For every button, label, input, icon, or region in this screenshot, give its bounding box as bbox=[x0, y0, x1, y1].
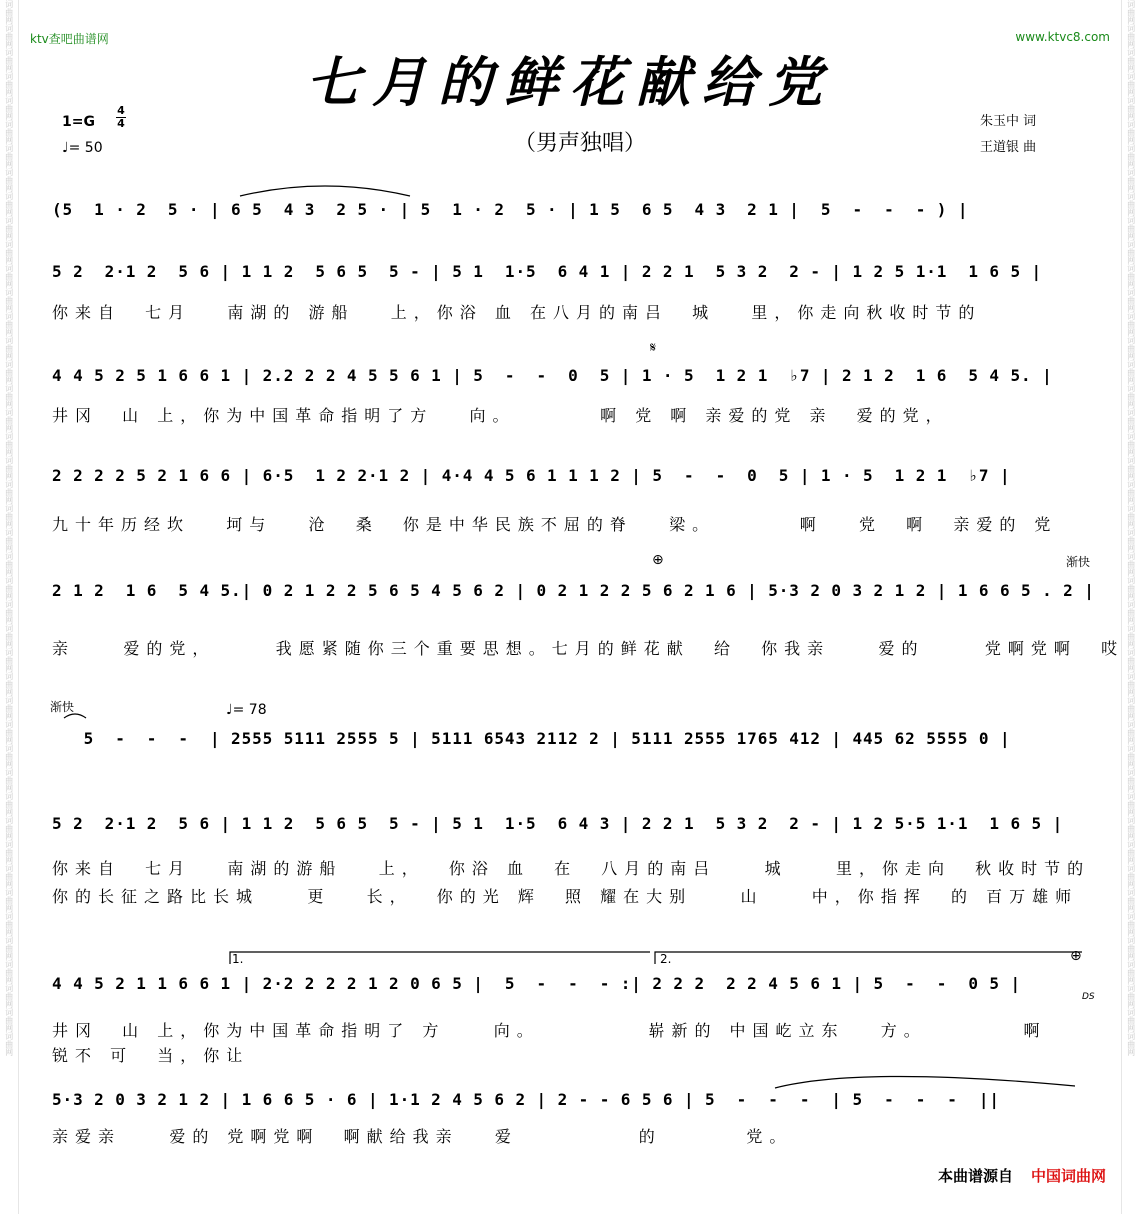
key-signature: 1=G bbox=[62, 114, 95, 130]
side-watermark-char: 词曲网 bbox=[1126, 744, 1136, 768]
song-subtitle: （男声独唱） bbox=[513, 131, 646, 156]
lyric-line-7a: 你来自 七月 南湖的游船 上， 你浴 血 在 八月的南吕 城 里，你走向 秋收时节的 bbox=[52, 859, 1091, 878]
side-watermark-char: 词曲网 bbox=[4, 816, 14, 840]
side-watermark-char: 词曲网 bbox=[4, 792, 14, 816]
time-numerator: 4 bbox=[117, 104, 125, 117]
side-watermark-char: 词曲网 bbox=[4, 528, 14, 552]
side-watermark-char: 词曲网 bbox=[1126, 456, 1136, 480]
coda-mark-1: ⊕ bbox=[652, 552, 664, 568]
lyric-line-5: 亲 爱的党， 我愿紧随你三个重要思想。七月的鲜花献 给 你我亲 爱的 党啊党啊 哎 bbox=[52, 639, 1125, 658]
side-watermark-char: 词曲网 bbox=[4, 720, 14, 744]
side-watermark-char: 词曲网 bbox=[1126, 360, 1136, 384]
side-watermark-char: 词曲网 bbox=[4, 312, 14, 336]
side-watermark-char: 词曲网 bbox=[1126, 216, 1136, 240]
side-watermark-char: 词曲网 bbox=[4, 552, 14, 576]
song-title: 七月的鲜花献给党 bbox=[306, 50, 834, 114]
side-watermark-char: 词曲网 bbox=[4, 360, 14, 384]
side-watermark-char: 词曲网 bbox=[4, 48, 14, 72]
side-watermark-char: 词曲网 bbox=[4, 264, 14, 288]
side-watermark-char: 词曲网 bbox=[1126, 504, 1136, 528]
lyric-line-8b: 锐不 可 当，你让 bbox=[52, 1046, 250, 1065]
notation-line-6: 5 - - - | 2555 5111 2555 5 | 5111 6543 2112 2 | 5111 2555 1765 412 | 445 62 5555 0 | bbox=[52, 729, 1011, 748]
notation-line-1: (5 1 · 2 5 · | 6 5 4 3 2 5 · | 5 1 · 2 5 · | 1 5 6 5 4 3 2 1 | 5 - - - ) | bbox=[52, 200, 969, 219]
lyric-line-3: 井冈 山 上，你为中国革命指明了方 向。 啊 党 啊 亲爱的党 亲 爱的党， bbox=[52, 406, 949, 425]
side-watermark-char: 词曲网 bbox=[4, 864, 14, 888]
side-watermark-char: 词曲网 bbox=[4, 384, 14, 408]
side-watermark-char: 词曲网 bbox=[1126, 600, 1136, 624]
side-watermark-char: 词曲网 bbox=[4, 168, 14, 192]
site-watermark-right[interactable]: www.ktvc8.com bbox=[1015, 30, 1110, 44]
side-watermark-char: 词曲网 bbox=[1126, 336, 1136, 360]
side-watermark-char: 词曲网 bbox=[4, 600, 14, 624]
tempo-change: ♩= 78 bbox=[226, 702, 267, 718]
composer-credit: 王道银 曲 bbox=[980, 140, 1037, 155]
side-watermark-char: 词曲网 bbox=[4, 336, 14, 360]
source-label: 本曲谱源自 bbox=[937, 1167, 1013, 1185]
side-watermark-char: 词曲网 bbox=[1126, 144, 1136, 168]
source-site-link[interactable]: 中国词曲网 bbox=[1030, 1167, 1106, 1185]
side-watermark-char: 词曲网 bbox=[1126, 984, 1136, 1008]
side-watermark-char: 词曲网 bbox=[4, 672, 14, 696]
side-watermark-char: 词曲网 bbox=[1126, 936, 1136, 960]
side-watermark-char: 词曲网 bbox=[1126, 240, 1136, 264]
notation-line-8: 4 4 5 2 1 1 6 6 1 | 2·2 2 2 2 1 2 0 6 5 | 5 - - - :| 2 2 2 2 2 4 5 6 1 | 5 - - 0 5 | bbox=[52, 974, 1022, 993]
coda-mark-2: ⊕ bbox=[1070, 948, 1082, 964]
notation-line-5: 2 1 2 1 6 5 4 5.| 0 2 1 2 2 5 6 5 4 5 6 2 | 0 2 1 2 2 5 6 2 1 6 | 5·3 2 0 3 2 1 2 | 1 6 6 5 . 2 | bbox=[52, 581, 1095, 600]
fermata-arc bbox=[64, 714, 86, 718]
side-watermark-char: 词曲网 bbox=[1126, 864, 1136, 888]
side-watermark-char: 词曲网 bbox=[4, 144, 14, 168]
side-watermark-char: 词曲网 bbox=[1126, 384, 1136, 408]
side-watermark-char: 词曲网 bbox=[1126, 552, 1136, 576]
side-watermark-char: 词曲网 bbox=[1126, 912, 1136, 936]
volta-2-bracket bbox=[655, 952, 1082, 964]
side-watermark-char: 词曲网 bbox=[4, 120, 14, 144]
time-denominator: 4 bbox=[117, 117, 125, 130]
side-watermark-char: 词曲网 bbox=[4, 72, 14, 96]
notation-line-3: 4 4 5 2 5 1 6 6 1 | 2.2 2 2 4 5 5 6 1 | 5 - - 0 5 | 1 · 5 1 2 1 ♭7 | 2 1 2 1 6 5 4 5. | bbox=[52, 366, 1053, 385]
side-watermark-char: 词曲网 bbox=[1126, 432, 1136, 456]
side-watermark-char: 词曲网 bbox=[1126, 528, 1136, 552]
side-watermark-char: 词曲网 bbox=[1126, 0, 1136, 24]
lyric-line-2: 你来自 七月 南湖的 游船 上，你浴 血 在八月的南吕 城 里，你走向秋收时节的 bbox=[52, 303, 982, 322]
side-watermark-char: 词曲网 bbox=[4, 936, 14, 960]
lyric-line-7b: 你的长征之路比长城 更 长， 你的光 辉 照 耀在大别 山 中，你指挥 的 百万雄师 bbox=[52, 887, 1079, 906]
volta-1: 1. bbox=[232, 952, 244, 966]
lyric-line-8a: 井冈 山 上，你为中国革命指明了 方 向。 崭新的 中国屹立东 方。 啊 bbox=[52, 1021, 1047, 1040]
accel-mark-2: 渐快 bbox=[50, 700, 75, 714]
side-watermark-char: 词曲网 bbox=[1126, 408, 1136, 432]
lyricist-credit: 朱玉中 词 bbox=[980, 114, 1037, 129]
lyric-line-9: 亲爱亲 爱的 党啊党啊 啊献给我亲 爱 的 党。 bbox=[52, 1127, 793, 1146]
side-watermark-char: 词曲网 bbox=[4, 840, 14, 864]
tempo-marking: ♩= 50 bbox=[62, 140, 103, 156]
segno-mark: 𝄋 bbox=[650, 340, 657, 356]
notation-line-2: 5 2 2·1 2 5 6 | 1 1 2 5 6 5 5 - | 5 1 1·5 6 4 1 | 2 2 1 5 3 2 2 - | 1 2 5 1·1 1 6 5 | bbox=[52, 262, 1043, 281]
side-watermark-char: 词曲网 bbox=[1126, 624, 1136, 648]
accel-mark-1: 渐快 bbox=[1066, 555, 1091, 569]
side-watermark-char: 词曲网 bbox=[1126, 672, 1136, 696]
side-watermark-char: 词曲网 bbox=[4, 408, 14, 432]
notation-line-9: 5·3 2 0 3 2 1 2 | 1 6 6 5 · 6 | 1·1 2 4 5 6 2 | 2 - - 6 5 6 | 5 - - - | 5 - - - || bbox=[52, 1090, 1000, 1109]
side-watermark-char: 词曲网 bbox=[4, 576, 14, 600]
side-watermark-char: 词曲网 bbox=[1126, 96, 1136, 120]
phrase-slur-end bbox=[775, 1076, 1075, 1088]
side-watermark-char: 词曲网 bbox=[1126, 816, 1136, 840]
notation-line-7: 5 2 2·1 2 5 6 | 1 1 2 5 6 5 5 - | 5 1 1·5 6 4 3 | 2 2 1 5 3 2 2 - | 1 2 5·5 1·1 1 6 5 | bbox=[52, 814, 1064, 833]
side-watermark-char: 词曲网 bbox=[4, 432, 14, 456]
side-watermark-char: 词曲网 bbox=[4, 480, 14, 504]
side-watermark-char: 词曲网 bbox=[4, 456, 14, 480]
side-watermark-char: 词曲网 bbox=[1126, 1008, 1136, 1032]
side-watermark-char: 词曲网 bbox=[4, 288, 14, 312]
side-watermark-char: 词曲网 bbox=[4, 240, 14, 264]
side-watermark-char: 词曲网 bbox=[1126, 888, 1136, 912]
side-watermark-char: 词曲网 bbox=[1126, 768, 1136, 792]
volta-1-bracket bbox=[230, 952, 650, 964]
side-watermark-char: 词曲网 bbox=[1126, 576, 1136, 600]
side-watermark-char: 词曲网 bbox=[1126, 840, 1136, 864]
side-watermark-char: 词曲网 bbox=[4, 648, 14, 672]
side-watermark-char: 词曲网 bbox=[1126, 24, 1136, 48]
side-watermark-char: 词曲网 bbox=[1126, 120, 1136, 144]
side-watermark-char: 词曲网 bbox=[1126, 264, 1136, 288]
side-watermark-char: 词曲网 bbox=[1126, 192, 1136, 216]
side-watermark-char: 词曲网 bbox=[1126, 696, 1136, 720]
side-watermark-char: 词曲网 bbox=[1126, 648, 1136, 672]
side-watermark-char: 词曲网 bbox=[1126, 168, 1136, 192]
side-watermark-char: 词曲网 bbox=[4, 1032, 14, 1056]
side-watermark-char: 词曲网 bbox=[4, 504, 14, 528]
side-watermark-char: 词曲网 bbox=[4, 984, 14, 1008]
side-watermark-char: 词曲网 bbox=[4, 24, 14, 48]
side-watermark-char: 词曲网 bbox=[1126, 288, 1136, 312]
lyric-line-4: 九十年历经坎 坷与 沧 桑 你是中华民族不屈的脊 梁。 啊 党 啊 亲爱的 党 bbox=[52, 515, 1058, 534]
notation-line-4: 2 2 2 2 5 2 1 6 6 | 6·5 1 2 2·1 2 | 4·4 4 5 6 1 1 1 2 | 5 - - 0 5 | 1 · 5 1 2 1 ♭7 | bbox=[52, 466, 1011, 485]
site-watermark-left[interactable]: ktv查吧曲谱网 bbox=[30, 32, 109, 46]
side-watermark-char: 词曲网 bbox=[4, 192, 14, 216]
side-watermark-char: 词曲网 bbox=[4, 0, 14, 24]
side-watermark-char: 词曲网 bbox=[4, 96, 14, 120]
source-note bbox=[938, 1165, 1106, 1186]
side-watermark-char: 词曲网 bbox=[4, 888, 14, 912]
side-watermark-char: 词曲网 bbox=[1126, 48, 1136, 72]
side-watermark-char: 词曲网 bbox=[1126, 72, 1136, 96]
volta-2: 2. bbox=[660, 952, 672, 966]
side-watermark-char: 词曲网 bbox=[4, 912, 14, 936]
side-watermark-char: 词曲网 bbox=[1126, 960, 1136, 984]
side-watermark-char: 词曲网 bbox=[4, 768, 14, 792]
side-watermark-char: 词曲网 bbox=[1126, 312, 1136, 336]
side-watermark-char: 词曲网 bbox=[4, 624, 14, 648]
side-watermark-char: 词曲网 bbox=[4, 696, 14, 720]
ds-mark: DS bbox=[1082, 992, 1095, 1002]
side-watermark-char: 词曲网 bbox=[4, 744, 14, 768]
phrase-slur bbox=[240, 186, 410, 196]
side-watermark-char: 词曲网 bbox=[4, 1008, 14, 1032]
side-watermark-char: 词曲网 bbox=[1126, 792, 1136, 816]
side-watermark-char: 词曲网 bbox=[4, 960, 14, 984]
side-watermark-char: 词曲网 bbox=[1126, 480, 1136, 504]
side-watermark-char: 词曲网 bbox=[4, 216, 14, 240]
side-watermark-char: 词曲网 bbox=[1126, 720, 1136, 744]
side-watermark-char: 词曲网 bbox=[1126, 1032, 1136, 1056]
